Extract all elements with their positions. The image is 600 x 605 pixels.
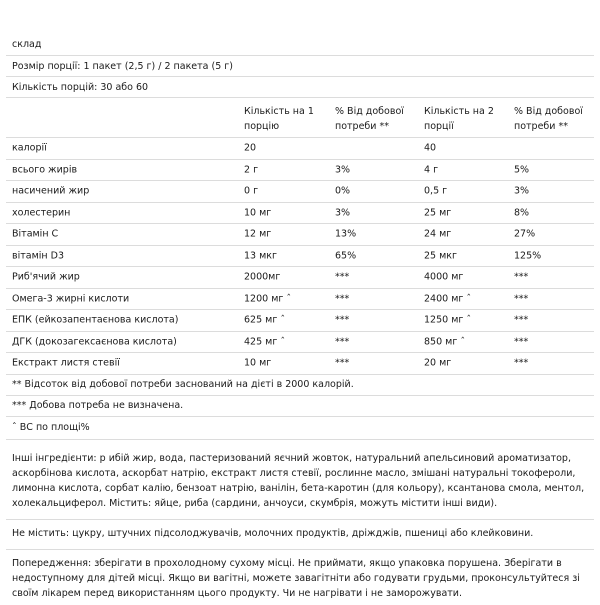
nutrient-name: холестерин — [12, 207, 71, 219]
serving-size-row — [6, 56, 594, 77]
daily-value-2: *** — [514, 271, 529, 283]
amount-per-2-servings: 1250 мг ˆ — [424, 314, 472, 326]
table-row — [6, 353, 594, 375]
header-dv-1: % Від добової потреби ** — [335, 106, 404, 132]
daily-value-1: 3% — [335, 207, 351, 219]
table-row — [6, 138, 594, 160]
daily-value-2: 5% — [514, 164, 530, 176]
table-row — [6, 224, 594, 246]
servings-count-row — [6, 77, 594, 98]
nutrient-name: калорії — [12, 142, 47, 154]
note-text: *** Добова потреба не визначена. — [12, 400, 184, 411]
servings-count: Кількість порцій: 30 або 60 — [12, 81, 149, 93]
amount-per-1-serving: 2000мг — [244, 271, 281, 283]
nutrient-name: Вітамін С — [12, 228, 59, 240]
table-header-row — [6, 98, 594, 138]
header-dv-2: % Від добової потреби ** — [514, 106, 583, 132]
table-row — [6, 310, 594, 332]
amount-per-1-serving: 10 мг — [244, 207, 272, 219]
nutrient-name: вітамін D3 — [12, 250, 64, 262]
amount-per-2-servings: 25 мкг — [424, 250, 458, 262]
facts-title: склад — [12, 39, 42, 50]
table-row — [6, 246, 594, 268]
daily-value-2: *** — [514, 314, 529, 326]
header-amount-2: Кількість на 2 порції — [424, 106, 494, 132]
amount-per-2-servings: 40 — [424, 142, 437, 154]
note-text: ˆ ВС по площі% — [12, 422, 90, 433]
amount-per-2-servings: 20 мг — [424, 357, 452, 369]
amount-per-1-serving: 12 мг — [244, 228, 272, 240]
table-row — [6, 181, 594, 203]
supplement-facts-sheet — [6, 34, 594, 605]
amount-per-1-serving: 1200 мг ˆ — [244, 293, 292, 305]
note-not-established — [6, 396, 594, 417]
nutrient-name: всього жирів — [12, 164, 78, 176]
nutrient-name: насичений жир — [12, 185, 90, 197]
note-gc-area — [6, 417, 594, 440]
table-row — [6, 267, 594, 289]
table-row — [6, 289, 594, 311]
other-ingredients: Інші інгредієнти: р ибій жир, вода, пастеризований яєчний жовток, натуральний апельсиновий ароматизатор, аскорбінова кислота, аскорбат натрію, екстракт листя стевії, рослинне масло, змішані натуральні токофероли, лимонна кислота, сорбат калію, бензоат натрію, ванілін, бета-каротин (для кольору), ксантанова смола, ментол, холекальциферол. Містить: яйце, риба (сардини, анчоуси, скумбрія, можуть містити інші види). — [12, 452, 585, 509]
free-from: Не містить: цукру, штучних підсолоджувачів, молочних продуктів, дріжджів, пшениці або клейковини. — [6, 519, 594, 545]
amount-per-2-servings: 4 г — [424, 164, 439, 176]
daily-value-1: 0% — [335, 185, 351, 197]
warning: Попередження: зберігати в прохолодному сухому місці. Не приймати, якщо упаковка порушена. Зберігати в недоступному для дітей місці. Якщо ви вагітні, можете завагітніти або годувати грудьми, проконсультуйтеся зі своїм лікарем перед використанням цього продукту. Чи не нагрівати і не заморожувати. — [6, 549, 594, 605]
amount-per-1-serving: 0 г — [244, 185, 259, 197]
amount-per-2-servings: 25 мг — [424, 207, 452, 219]
table-row — [6, 332, 594, 354]
daily-value-1: *** — [335, 271, 350, 283]
table-row — [6, 203, 594, 225]
daily-value-1: 13% — [335, 228, 357, 240]
nutrient-name: Риб'ячий жир — [12, 271, 80, 283]
daily-value-1: *** — [335, 336, 350, 348]
amount-per-1-serving: 2 г — [244, 164, 259, 176]
header-amount-1: Кількість на 1 порцію — [244, 106, 314, 132]
daily-value-1: 65% — [335, 250, 357, 262]
daily-value-1: 3% — [335, 164, 351, 176]
daily-value-2: *** — [514, 357, 529, 369]
daily-value-2: 3% — [514, 185, 530, 197]
daily-value-2: *** — [514, 336, 529, 348]
amount-per-1-serving: 625 мг ˆ — [244, 314, 286, 326]
daily-value-2: *** — [514, 293, 529, 305]
note-text: ** Відсоток від добової потреби заснований на дієті в 2000 калорій. — [12, 379, 354, 390]
daily-value-1: *** — [335, 293, 350, 305]
serving-size: Розмір порції: 1 пакет (2,5 г) / 2 пакета (5 г) — [12, 60, 233, 72]
table-row — [6, 160, 594, 182]
amount-per-2-servings: 24 мг — [424, 228, 452, 240]
nutrient-name: ЕПК (ейкозапентаєнова кислота) — [12, 314, 179, 326]
nutrient-name: ДГК (докозагексаєнова кислота) — [12, 336, 177, 348]
daily-value-1: *** — [335, 357, 350, 369]
daily-value-1: *** — [335, 314, 350, 326]
nutrient-name: Екстракт листя стевії — [12, 357, 120, 369]
daily-value-2: 8% — [514, 207, 530, 219]
daily-value-2: 27% — [514, 228, 536, 240]
amount-per-1-serving: 13 мкг — [244, 250, 278, 262]
amount-per-2-servings: 850 мг ˆ — [424, 336, 466, 348]
note-daily-value — [6, 375, 594, 396]
daily-value-2: 125% — [514, 250, 542, 262]
amount-per-1-serving: 10 мг — [244, 357, 272, 369]
amount-per-2-servings: 2400 мг ˆ — [424, 293, 472, 305]
amount-per-2-servings: 0,5 г — [424, 185, 448, 197]
facts-title-row — [6, 34, 594, 56]
nutrient-name: Омега-3 жирні кислоти — [12, 293, 130, 305]
nutrient-rows — [6, 138, 594, 375]
amount-per-2-servings: 4000 мг — [424, 271, 464, 283]
amount-per-1-serving: 425 мг ˆ — [244, 336, 286, 348]
amount-per-1-serving: 20 — [244, 142, 257, 154]
